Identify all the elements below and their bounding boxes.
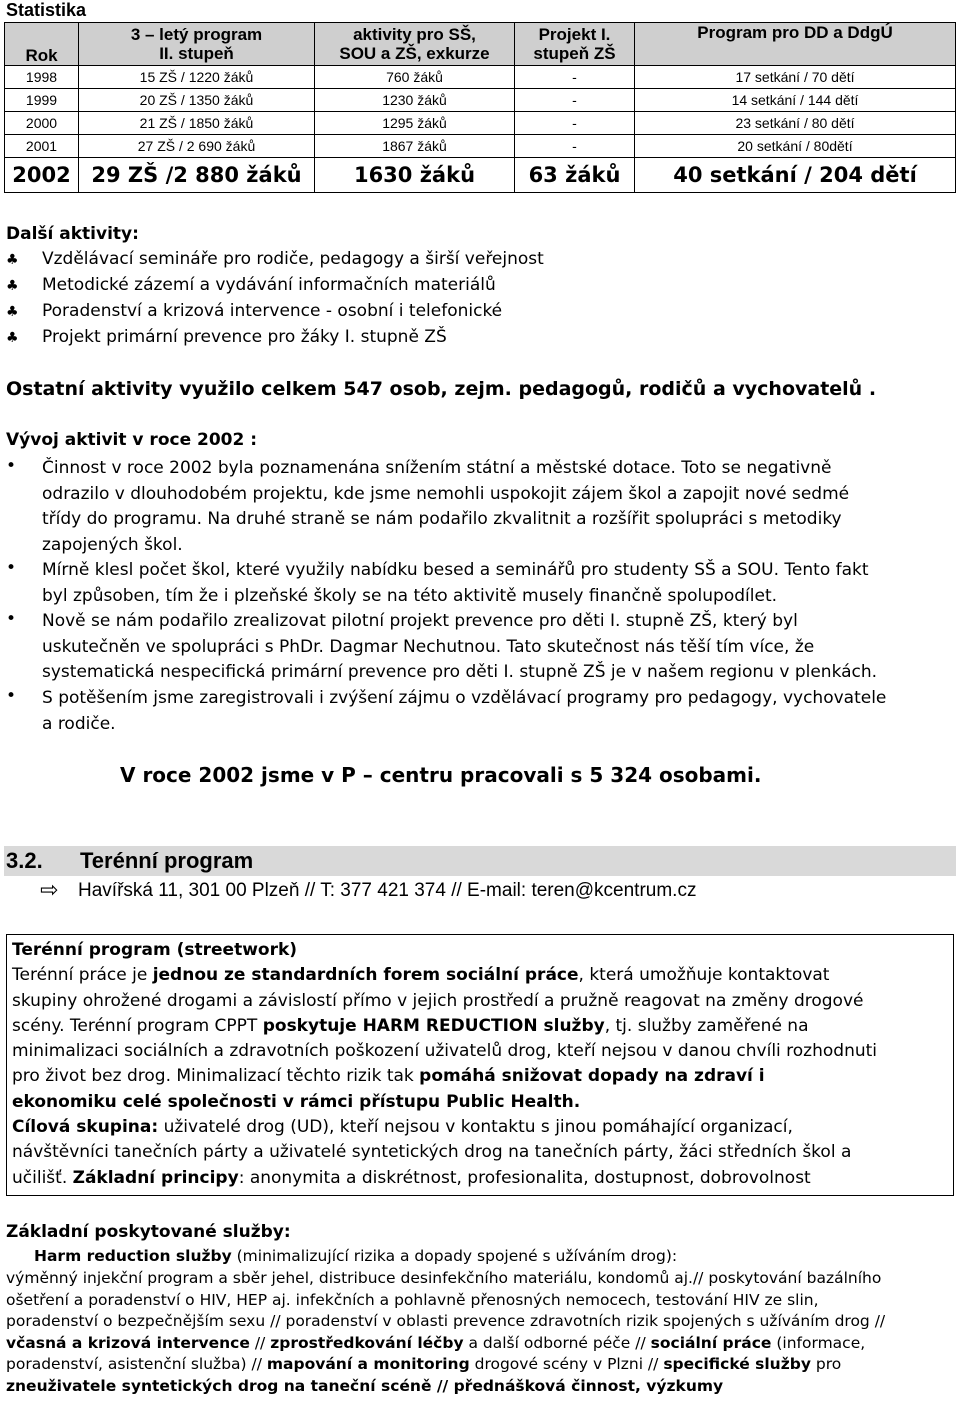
- bullet-icon: •: [6, 609, 17, 629]
- cell-projekt: -: [515, 135, 635, 158]
- right-arrow-icon: ⇨: [40, 878, 59, 903]
- list-item: ♣ Vzdělávací semináře pro rodiče, pedagogy a širší veřejnost: [6, 249, 544, 269]
- stats-title: Statistika: [6, 0, 87, 20]
- table-row-highlight: [5, 158, 956, 193]
- cell-rok: 2002: [5, 158, 79, 193]
- ostatni-aktivity: Ostatní aktivity využilo celkem 547 osob, zejm. pedagogů, rodičů a vychovatelů .: [6, 378, 877, 400]
- header-aktivity: aktivity pro SŠ, SOU a ZŠ, exkurze: [315, 23, 515, 66]
- cell-dd: 40 setkání / 204 dětí: [635, 158, 956, 193]
- bullet-icon: •: [6, 558, 17, 578]
- header-projekt: Projekt I. stupeň ZŠ: [515, 23, 635, 66]
- box-line: scény. Terénní program CPPT poskytuje HARM REDUCTION služby, tj. služby zaměřené na: [12, 1015, 809, 1036]
- box-line: skupiny ohrožené drogami a závislostí přímo v jejich prostředí a pružně reagovat na změny drogové: [12, 990, 864, 1011]
- cell-dd: 17 setkání / 70 dětí: [635, 66, 956, 89]
- club-icon: ♣: [6, 252, 19, 268]
- vyvoj-bullet-1: Činnost v roce 2002 byla poznamenána snížením státní a městské dotace. Toto se negativně odrazilo v dlouhodobém projektu, kde jsme nemohli uspokojit zájem škol a zapojit nové sedmé třídy do programu. Na druhé straně se nám podařilo zkvalitnit a rozšířit spolupráci s metodiky zapojených škol.: [42, 458, 850, 555]
- vyvoj-bullet-2: Mírně klesl počet škol, které využily nabídku besed a seminářů pro studenty SŠ a SOU. Tento fakt byl způsoben, tím že i plzeňské školy se na této aktivitě musely finančně spolupodílet.: [42, 560, 869, 606]
- cell-prog3: 21 ZŠ / 1850 žáků: [79, 112, 315, 135]
- section-number: 3.2.: [6, 848, 43, 873]
- list-item: ♣ Poradenství a krizová intervence - osobní i telefonické: [6, 301, 503, 321]
- cell-aktivity: 1230 žáků: [315, 89, 515, 112]
- cell-aktivity: 1630 žáků: [315, 158, 515, 193]
- cell-prog3: 29 ZŠ /2 880 žáků: [79, 158, 315, 193]
- box-line: učilišť. Základní principy: anonymita a diskrétnost, profesionalita, dostupnost, dobrovolnost: [12, 1167, 811, 1188]
- box-line: ekonomiku celé společnosti v rámci přístupu Public Health.: [12, 1091, 581, 1112]
- streetwork-text: [12, 938, 948, 1191]
- cell-aktivity: 1295 žáků: [315, 112, 515, 135]
- cell-prog3: 27 ZŠ / 2 690 žáků: [79, 135, 315, 158]
- header-dd: Program pro DD a DdgÚ: [635, 23, 956, 66]
- box-line: Cílová skupina: uživatelé drog (UD), kteří nejsou v kontaktu s jinou pomáhající organizací,: [12, 1117, 793, 1138]
- box-line: Terénní práce je jednou ze standardních forem sociální práce, která umožňuje kontaktovat: [12, 965, 830, 986]
- section-title: Terénní program: [80, 848, 254, 873]
- cell-rok: 1999: [5, 89, 79, 112]
- section-address: Havířská 11, 301 00 Plzeň // T: 377 421 374 // E-mail: teren@kcentrum.cz: [78, 880, 697, 901]
- cell-rok: 2001: [5, 135, 79, 158]
- table-row: [5, 112, 956, 135]
- summary-line: V roce 2002 jsme v P – centru pracovali s 5 324 osobami.: [120, 763, 762, 787]
- stats-header-row: [5, 23, 956, 66]
- cell-projekt: -: [515, 89, 635, 112]
- cell-projekt: -: [515, 112, 635, 135]
- box-line: pro život bez drog. Minimalizací těchto rizik tak pomáhá snižovat dopady na zdraví i: [12, 1066, 765, 1087]
- cell-projekt: 63 žáků: [515, 158, 635, 193]
- cell-dd: 20 setkání / 80dětí: [635, 135, 956, 158]
- header-rok: Rok: [5, 23, 79, 66]
- list-item: ♣ Metodické zázemí a vydávání informačních materiálů: [6, 275, 496, 295]
- table-row: [5, 89, 956, 112]
- services-heading: Základní poskytované služby:: [6, 1222, 291, 1242]
- stats-table: [4, 22, 956, 193]
- cell-aktivity: 760 žáků: [315, 66, 515, 89]
- cell-aktivity: 1867 žáků: [315, 135, 515, 158]
- table-row: [5, 66, 956, 89]
- services-text: výměnný injekční program a sběr jehel, distribuce desinfekčního materiálu, kondomů aj.// poskytování bazálního ošetření a poradenství o HIV, HEP aj. infekčních a pohlavně přenosných nemocech, testování HIV ze slin, poradenství o bezpečnějším sexu // poradenství v oblasti prevence zdravotních rizik spojených s užíváním drog // včasná a krizová intervence // zprostředkování léčby a další odborné péče // sociální práce (informace, poradenství, asistenční služba) // mapování a monitoring drogové scény v Plzni // specifické služby pro zneuživatele syntetických drog na taneční scéně // přednášková činnost, výzkumy: [6, 1269, 886, 1395]
- cell-rok: 2000: [5, 112, 79, 135]
- bullet-icon: •: [6, 456, 17, 476]
- box-title: Terénní program (streetwork): [12, 940, 298, 960]
- vyvoj-heading: Vývoj aktivit v roce 2002 :: [6, 430, 258, 450]
- cell-prog3: 20 ZŠ / 1350 žáků: [79, 89, 315, 112]
- table-row: [5, 135, 956, 158]
- cell-rok: 1998: [5, 66, 79, 89]
- cell-prog3: 15 ZŠ / 1220 žáků: [79, 66, 315, 89]
- bullet-icon: •: [6, 686, 17, 706]
- list-item: ♣ Projekt primární prevence pro žáky I. stupně ZŠ: [6, 327, 447, 347]
- box-line: návštěvníci tanečních párty a uživatelé syntetických drog na tanečních párty, žáci středních škol a: [12, 1142, 852, 1163]
- vyvoj-bullet-3: Nově se nám podařilo zrealizovat pilotní projekt prevence pro děti I. stupně ZŠ, který byl uskutečněn ve spolupráci s PhDr. Dagmar Nechutnou. Tato skutečnost nás těší tím více, že systematická nespecifická primární prevence pro děti I. stupně ZŠ je v našem regionu v plenkách.: [42, 611, 878, 682]
- club-icon: ♣: [6, 330, 19, 346]
- cell-projekt: -: [515, 66, 635, 89]
- header-prog3: 3 – letý program II. stupeň: [79, 23, 315, 66]
- vyvoj-bullet-4: S potěšením jsme zaregistrovali i zvýšení zájmu o vzdělávací programy pro pedagogy, vychovatele a rodiče.: [42, 688, 887, 734]
- club-icon: ♣: [6, 278, 19, 294]
- cell-dd: 14 setkání / 144 dětí: [635, 89, 956, 112]
- club-icon: ♣: [6, 304, 19, 320]
- box-line: minimalizaci sociálních a zdravotních poškození uživatelů drog, kteří nejsou v danou chvíli rozhodnuti: [12, 1041, 878, 1062]
- cell-dd: 23 setkání / 80 dětí: [635, 112, 956, 135]
- harm-reduction-line: Harm reduction služby (minimalizující rizika a dopady spojené s užíváním drog):: [34, 1247, 678, 1265]
- dalsi-heading: Další aktivity:: [6, 224, 139, 244]
